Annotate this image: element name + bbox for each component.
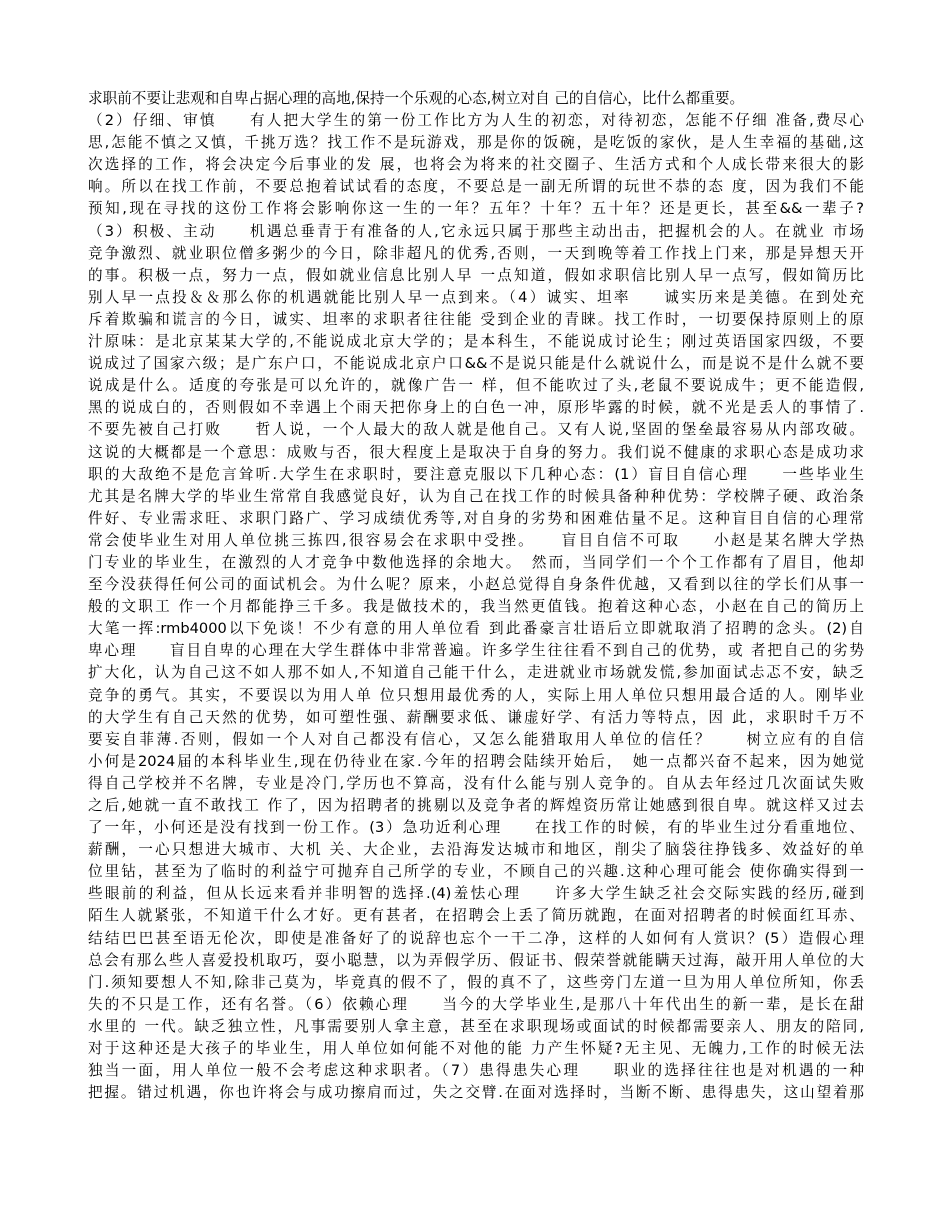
text-line: （2）仔细、审慎 有人把大学生的第一份工作比方为人生的初恋，对待初恋，怎能不仔细 准备,费尽心	[88, 112, 864, 130]
text-line: 斥着欺骗和谎言的今日，诚实、坦率的求职者往往能 受到企业的青睐。找工作时，一切要保持原则上的原	[88, 310, 864, 328]
text-line: 陌生人就紧张，不知道干什么才好。更有甚者，在招聘会上丢了简历就跑，在面对招聘者的时候面红耳赤、	[88, 907, 864, 925]
text-line: 总会有那么些人喜爱投机取巧，耍小聪慧，以为弄假学历、假证书、假荣誉就能瞒天过海，敲开用人单位的大	[88, 951, 864, 969]
text-line: 预知,现在寻找的这份工作将会影响你这一生的一年？五年？十年？五十年？还是更长，甚至&&一辈子?	[88, 200, 864, 218]
text-line: 之后,她就一直不敢找工 作了，因为招聘者的挑剔以及竞争者的辉煌资历常让她感到很自卑。就这样又过去	[88, 797, 864, 814]
text-line: 得自己学校并不名牌，专业是冷门,学历也不算高，没有什么能与别人竞争的。自从去年经过几次面试失败	[88, 774, 864, 792]
text-line: （3）积极、主动 机遇总垂青于有准备的人,它永远只属于那些主动出击，把握机会的人。在就业 市场	[88, 222, 864, 240]
text-line: 了一年，小何还是没有找到一份工作。(3）急功近利心理 在找工作的时候，有的毕业生过分看重地位、	[88, 819, 864, 837]
text-line: 独当一面，用人单位一般不会考虑这种求职者。（7）患得患失心理 职业的选择往往也是对机遇的一种	[88, 1062, 864, 1080]
text-line: 小何是2024届的本科毕业生,现在仍待业在家.今年的招聘会陆续开始后， 她一点都兴奋不起来，因为她觉	[88, 752, 864, 770]
text-line: 黑的说成白的，否则假如不幸遇上个雨天把你身上的白色一冲，原形毕露的时候，就不光是丢人的事情了.	[88, 399, 864, 417]
text-line: 这说的大概都是一个意思：成败与否，很大程度上是取决于自身的努力。我们说不健康的求职心态是成功求	[88, 443, 864, 461]
text-line: 汁原味：是北京某某大学的,不能说成北京大学的；是本科生，不能说成讨论生；刚过英语国家四级，不要	[88, 333, 864, 351]
text-line: 尤其是名牌大学的毕业生常常自我感觉良好，认为自己在找工作的时候具备种种优势：学校牌子硬、政治条	[88, 487, 864, 505]
text-line: 对于这种还是大孩子的毕业生，用人单位如何能不对他的能 力产生怀疑?无主见、无魄力,工作的时候无法	[88, 1040, 864, 1058]
text-line: 说成过了国家六级；是广东户口，不能说成北京户口&&不是说只能是什么就说什么，而是说不是什么就不要	[88, 355, 864, 373]
text-line: 把握。错过机遇，你也许将会与成功擦肩而过，失之交臂.在面对选择时，当断不断、患得患失，这山望着那	[88, 1084, 864, 1102]
text-line: 位里钻，甚至为了临时的利益宁可抛弃自己所学的专业，不顾自己的兴趣.这种心理可能会 使你确实得到一	[88, 863, 864, 881]
text-line: 的大学生有自己天然的优势，如可塑性强、薪酬要求低、谦虚好学、有活力等特点，因 此，求职时千万不	[88, 708, 864, 726]
text-line: 别人早一点投＆＆那么你的机遇就能比别人早一点到来。（4）诚实、坦率 诚实历来是美德。在到处充	[88, 288, 864, 306]
document-page	[88, 88, 864, 1104]
text-line: 门专业的毕业生，在激烈的人才竞争中数他选择的余地大。 然而，当同学们一个个工作都有了眉目，他却	[88, 553, 864, 571]
text-line: 不要先被自己打败 哲人说，一个人最大的敌人就是他自己。又有人说,坚固的堡垒最容易从内部攻破。	[88, 421, 864, 439]
text-line: 竞争的勇气。其实，不要误以为用人单 位只想用最优秀的人，实际上用人单位只想用最合适的人。刚毕业	[88, 686, 864, 704]
text-line: 职的大敌绝不是危言耸听.大学生在求职时，要注意克服以下几种心态：(1）盲目自信心理 一些毕业生	[88, 465, 864, 483]
text-line: 卑心理 盲目自卑的心理在大学生群体中非常普遍。许多学生往往看不到自己的优势，或 者把自己的劣势	[88, 642, 864, 660]
text-line: 大笔一挥:rmb4000以下免谈！不少有意的用人单位看 到此番豪言壮语后立即就取消了招聘的念头。(2)自	[88, 620, 864, 638]
text-line: 扩大化，认为自己这不如人那不如人,不知道自己能干什么，走进就业市场就发慌,参加面试忐忑不安，缺乏	[88, 664, 864, 682]
text-line: 响。所以在找工作前，不要总抱着试试看的态度，不要总是一副无所谓的玩世不恭的态 度，因为我们不能	[88, 178, 864, 196]
text-line: 般的文职工 作一个月都能挣三千多。我是做技术的，我当然更值钱。抱着这种心态，小赵在自己的简历上	[88, 598, 864, 616]
text-line: 失的不只是工作，还有名誉。（6）依赖心理 当今的大学毕业生,是那八十年代出生的新一辈，是长在甜	[88, 995, 864, 1013]
text-line: 水里的 一代。缺乏独立性，凡事需要别人拿主意，甚至在求职现场或面试的时候都需要亲人、朋友的陪同,	[88, 1017, 864, 1035]
text-line: 次选择的工作，将会决定今后事业的发 展，也将会为将来的社交圈子、生活方式和个人成长带来很大的影	[88, 156, 864, 174]
text-line: 说成是什么。适度的夸张是可以允许的，就像广告一 样，但不能吹过了头,老鼠不要说成牛；更不能造假,	[88, 377, 864, 395]
text-line: 件好、专业需求旺、求职门路广、学习成绩优秀等,对自身的劣势和困难估量不足。这种盲目自信的心理常	[88, 509, 864, 527]
text-line: 常会使毕业生对用人单位挑三拣四,很容易会在求职中受挫。 盲目自信不可取 小赵是某名牌大学热	[88, 531, 864, 549]
text-line: 结结巴巴甚至语无伦次，即使是准备好了的说辞也忘个一干二净，这样的人如何有人赏识？(5）造假心理	[88, 929, 864, 947]
text-line: 要妄自菲薄.否则，假如一个人对自己都没有信心，又怎么能猎取用人单位的信任？ 树立应有的自信	[88, 730, 864, 748]
text-line: 些眼前的利益，但从长远来看并非明智的选择.(4)羞怯心理 许多大学生缺乏社会交际实践的经历,碰到	[88, 885, 864, 903]
text-line: 思,怎能不慎之又慎，千挑万选？找工作不是玩游戏，那是你的饭碗，是吃饭的家伙，是人生幸福的基础,这	[88, 134, 864, 152]
text-line: 薪酬，一心只想进大城市、大机 关、大企业，去沿海发达城市和地区，削尖了脑袋往挣钱多、效益好的单	[88, 841, 864, 859]
text-line: 门.须知要想人不知,除非己莫为，毕竟真的假不了，假的真不了，这些旁门左道一旦为用人单位所知，你丢	[88, 973, 864, 991]
text-line: 竞争激烈、就业职位僧多粥少的今日，除非超凡的优秀,否则，一天到晚等着工作找上门来，那是异想天开	[88, 244, 864, 262]
text-line: 的事。积极一点，努力一点，假如就业信息比别人早 一点知道，假如求职信比别人早一点写，假如简历比	[88, 266, 864, 284]
text-line: 至今没获得任何公司的面试机会。为什么呢？原来，小赵总觉得自身条件优越，又看到以往的学长们从事一	[88, 576, 864, 594]
text-line: 求职前不要让悲观和自卑占据心理的高地,保持一个乐观的心态,树立对自 己的自信心，比什么都重要。	[88, 90, 745, 107]
